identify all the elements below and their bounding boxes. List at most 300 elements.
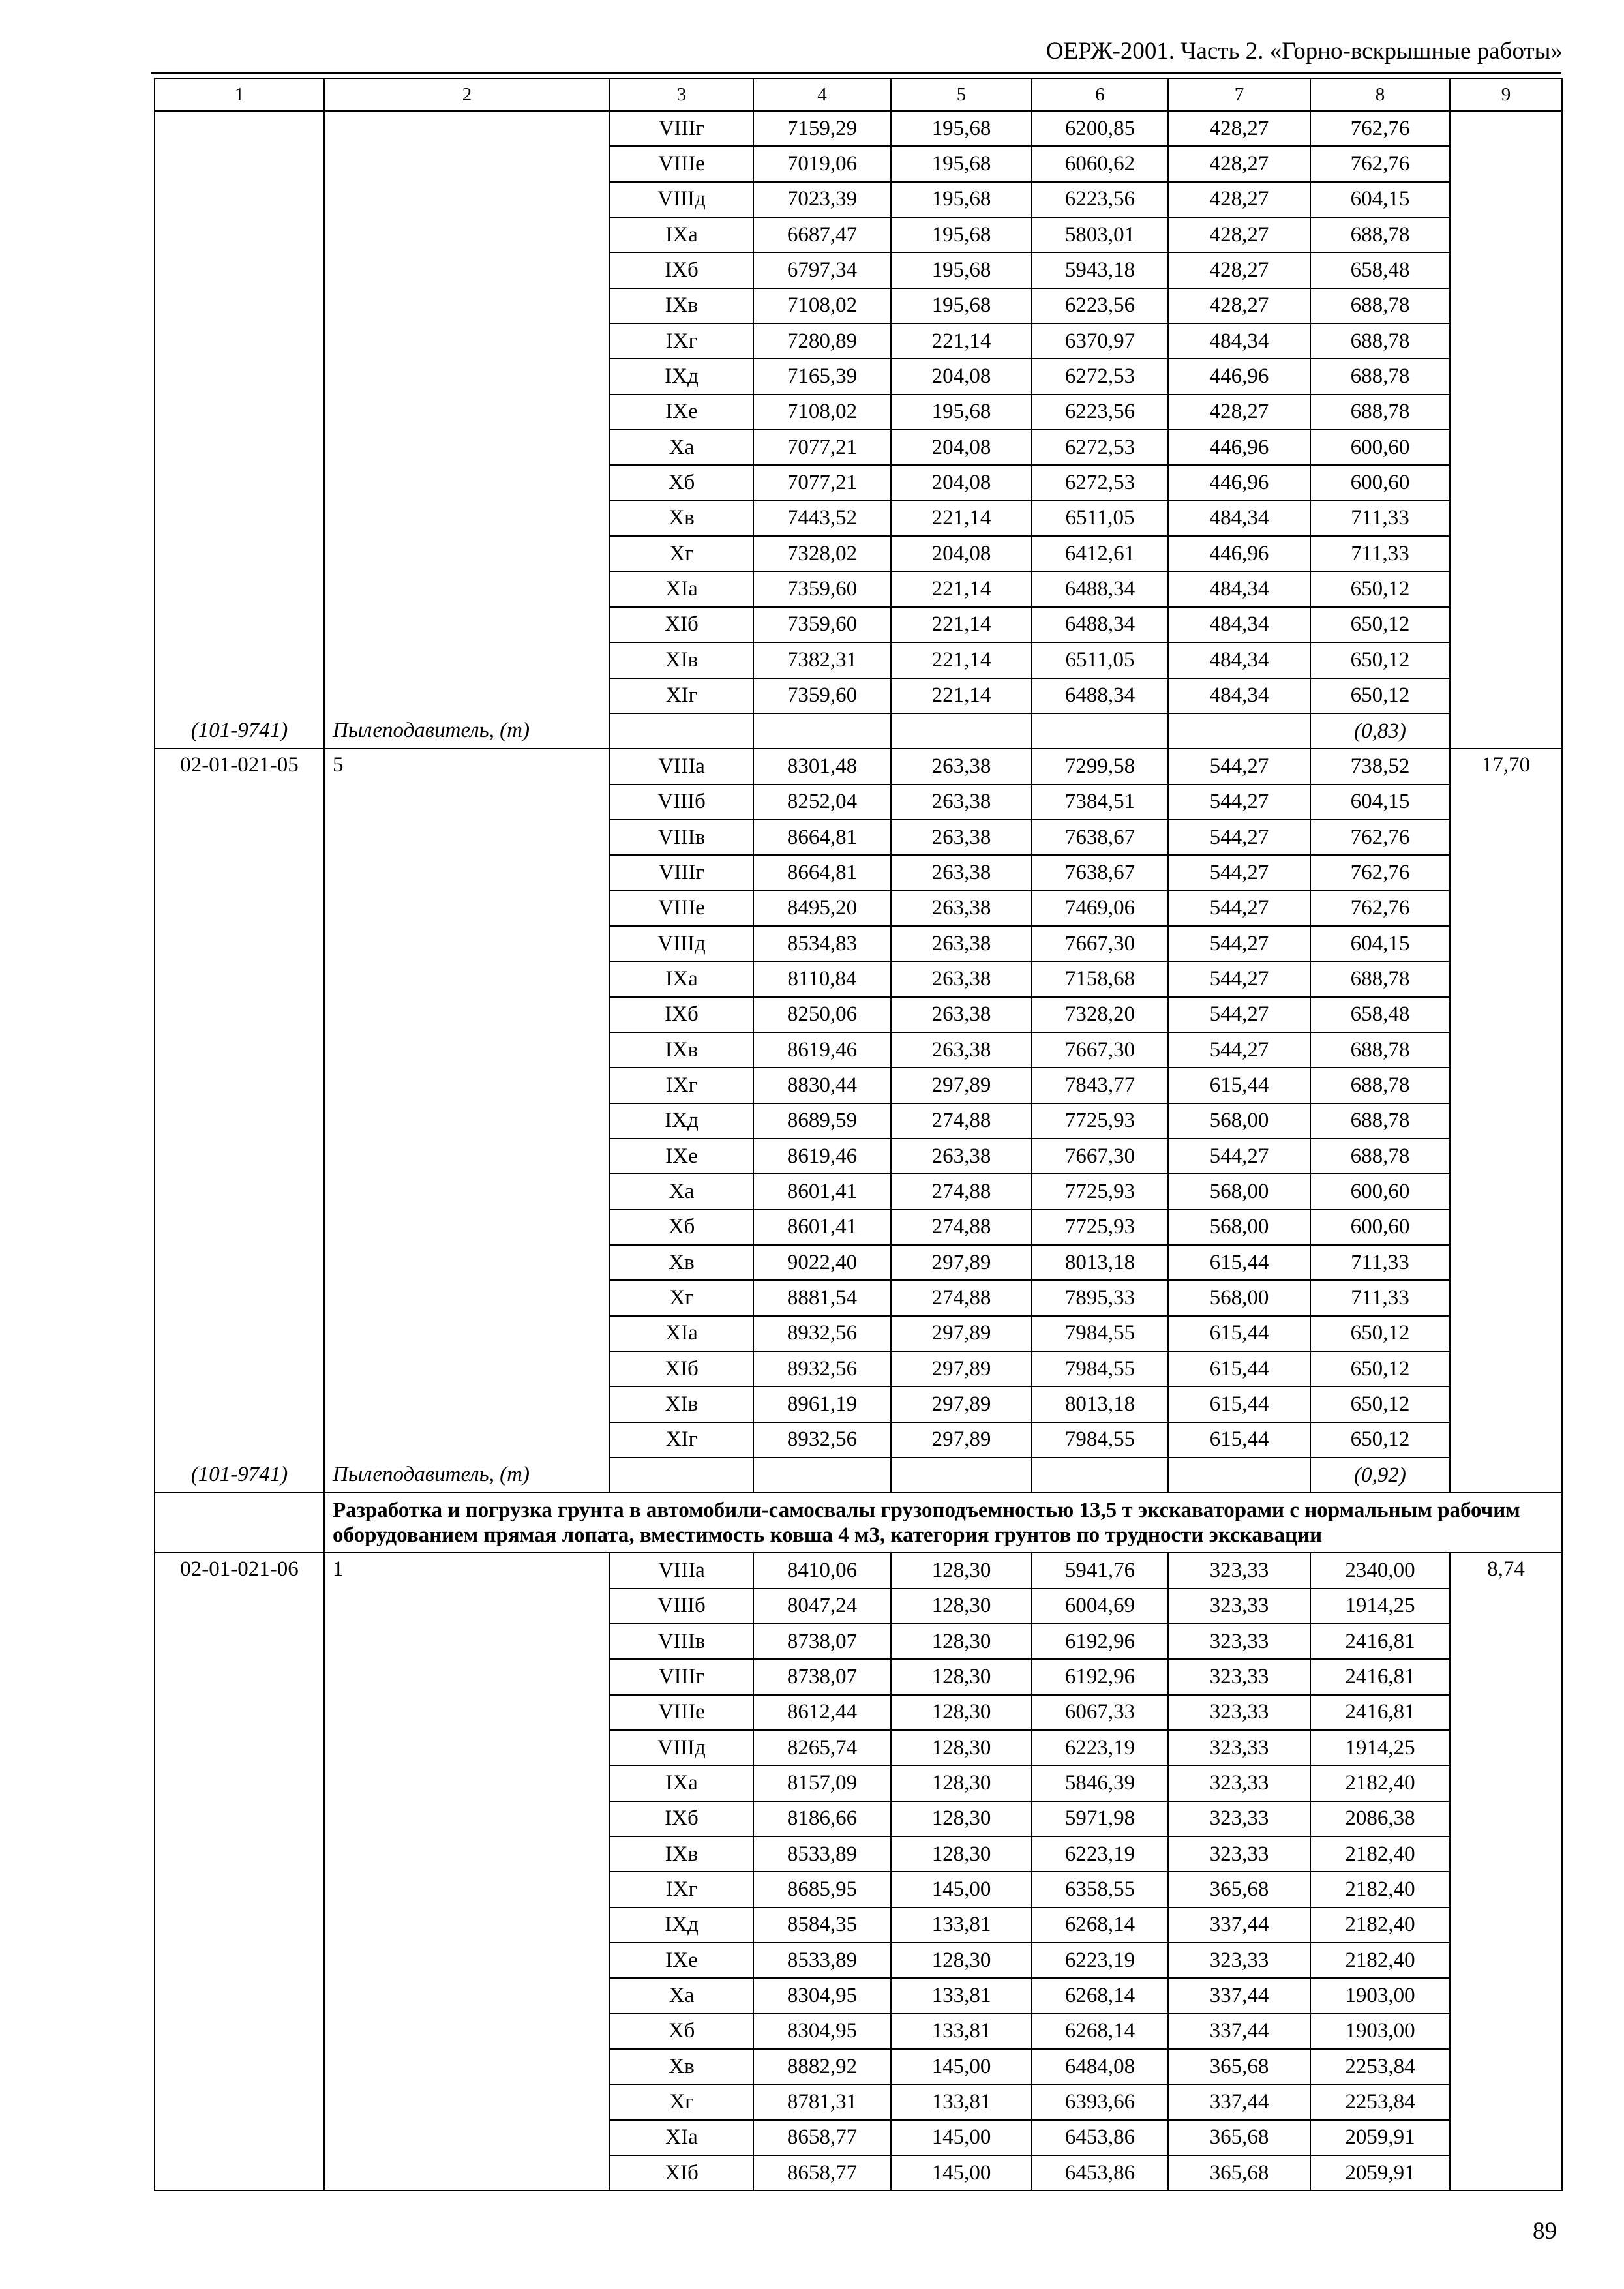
rate-value: 8110,84	[753, 961, 891, 996]
column-number-row	[155, 78, 1562, 111]
soil-category: XIг	[610, 678, 753, 713]
soil-category: VIIIб	[610, 1589, 753, 1624]
rate-value: 544,27	[1168, 785, 1310, 820]
rate-value: 7667,30	[1032, 926, 1168, 961]
soil-category: Xа	[610, 430, 753, 465]
rate-value: 6687,47	[753, 217, 891, 252]
rate-value: 204,08	[891, 465, 1032, 500]
rate-value: 6200,85	[1032, 111, 1168, 146]
rate-value: 263,38	[891, 1139, 1032, 1174]
column-number: 6	[1032, 78, 1168, 111]
soil-category: IXа	[610, 961, 753, 996]
rate-value: 7108,02	[753, 395, 891, 430]
rate-value: 323,33	[1168, 1589, 1310, 1624]
rate-value: 711,33	[1310, 501, 1450, 536]
rate-value: 6272,53	[1032, 359, 1168, 394]
soil-category: IXд	[610, 1908, 753, 1943]
column-number: 8	[1310, 78, 1450, 111]
rate-value: 650,12	[1310, 1386, 1450, 1422]
rate-value: 5943,18	[1032, 252, 1168, 288]
rate-value: 128,30	[891, 1624, 1032, 1659]
rate-value: 297,89	[891, 1386, 1032, 1422]
rate-value: 1914,25	[1310, 1730, 1450, 1765]
rate-value: 8304,95	[753, 2014, 891, 2049]
rate-value: 337,44	[1168, 1908, 1310, 1943]
rate-value: 568,00	[1168, 1210, 1310, 1245]
rate-value: 428,27	[1168, 252, 1310, 288]
empty-cell	[1032, 713, 1168, 749]
soil-category: IXд	[610, 1103, 753, 1139]
soil-category: XIв	[610, 642, 753, 678]
rate-value: 658,48	[1310, 997, 1450, 1032]
rate-value: 8265,74	[753, 1730, 891, 1765]
rate-value: 8601,41	[753, 1210, 891, 1245]
rate-value: 7359,60	[753, 607, 891, 642]
rate-value: 5803,01	[1032, 217, 1168, 252]
rate-value: 6223,56	[1032, 288, 1168, 323]
soil-category: Xб	[610, 1210, 753, 1245]
rate-value: 7280,89	[753, 323, 891, 359]
rate-value: 8664,81	[753, 855, 891, 890]
rate-value: 446,96	[1168, 536, 1310, 571]
rate-value: 8658,77	[753, 2120, 891, 2155]
rate-value: 323,33	[1168, 1553, 1310, 1588]
rate-value: 7328,20	[1032, 997, 1168, 1032]
resource-code: (101-9741)	[155, 713, 324, 749]
rate-value: 6060,62	[1032, 146, 1168, 181]
rate-value: 688,78	[1310, 288, 1450, 323]
rate-value: 568,00	[1168, 1103, 1310, 1139]
rate-value: 204,08	[891, 536, 1032, 571]
soil-category: IXг	[610, 1068, 753, 1103]
rate-value: 195,68	[891, 146, 1032, 181]
rate-value: 145,00	[891, 2155, 1032, 2191]
rate-value: 428,27	[1168, 111, 1310, 146]
rate-value: 297,89	[891, 1245, 1032, 1280]
soil-category: VIIIг	[610, 1659, 753, 1694]
rate-value: 6272,53	[1032, 430, 1168, 465]
rate-value: 6268,14	[1032, 2014, 1168, 2049]
empty-cell	[610, 1458, 753, 1493]
empty-cell	[1168, 1458, 1310, 1493]
rate-value: 297,89	[891, 1422, 1032, 1458]
rate-value: 6370,97	[1032, 323, 1168, 359]
rate-value: 365,68	[1168, 2155, 1310, 2191]
rate-value: 5846,39	[1032, 1765, 1168, 1801]
rate-value: 2182,40	[1310, 1908, 1450, 1943]
rate-value: 7469,06	[1032, 891, 1168, 926]
rate-value: 2182,40	[1310, 1765, 1450, 1801]
rate-value: 365,68	[1168, 2120, 1310, 2155]
rate-value: 128,30	[891, 1695, 1032, 1730]
rate-value: 323,33	[1168, 1659, 1310, 1694]
soil-category: IXб	[610, 997, 753, 1032]
rate-value: 544,27	[1168, 820, 1310, 855]
rate-value: 600,60	[1310, 1210, 1450, 1245]
rate-value: 323,33	[1168, 1836, 1310, 1872]
rate-value: 7382,31	[753, 642, 891, 678]
soil-category: XIг	[610, 1422, 753, 1458]
rate-value: 2182,40	[1310, 1943, 1450, 1978]
rate-code: 02-01-021-05	[155, 749, 324, 1458]
rate-value: 8664,81	[753, 820, 891, 855]
rate-value: 6223,19	[1032, 1943, 1168, 1978]
header-rule	[151, 72, 1561, 74]
soil-category: IXв	[610, 1032, 753, 1068]
rate-value: 650,12	[1310, 571, 1450, 606]
rate-value: 428,27	[1168, 395, 1310, 430]
soil-category: XIб	[610, 1351, 753, 1386]
empty-cell	[753, 1458, 891, 1493]
col9-value: 17,70	[1450, 749, 1562, 1493]
rate-value: 7159,29	[753, 111, 891, 146]
rate-value: 2182,40	[1310, 1872, 1450, 1907]
rate-value: 128,30	[891, 1765, 1032, 1801]
rate-value: 688,78	[1310, 961, 1450, 996]
rate-value: 688,78	[1310, 395, 1450, 430]
rate-value: 8781,31	[753, 2084, 891, 2119]
rate-value: 8932,56	[753, 1316, 891, 1351]
soil-category: VIIIд	[610, 1730, 753, 1765]
rate-value: 2253,84	[1310, 2049, 1450, 2084]
rate-value: 128,30	[891, 1553, 1032, 1588]
rate-value: 323,33	[1168, 1730, 1310, 1765]
rate-value: 762,76	[1310, 855, 1450, 890]
rate-value: 6223,19	[1032, 1836, 1168, 1872]
column-number: 3	[610, 78, 753, 111]
rate-value: 337,44	[1168, 1978, 1310, 2013]
rate-value: 6511,05	[1032, 501, 1168, 536]
soil-category: IXд	[610, 359, 753, 394]
rate-value: 7077,21	[753, 430, 891, 465]
rate-value: 544,27	[1168, 749, 1310, 784]
rate-value: 323,33	[1168, 1624, 1310, 1659]
rate-value: 428,27	[1168, 288, 1310, 323]
resource-code: (101-9741)	[155, 1458, 324, 1493]
rate-value: 204,08	[891, 430, 1032, 465]
soil-category: IXг	[610, 1872, 753, 1907]
rate-value: 711,33	[1310, 1245, 1450, 1280]
rate-value: 263,38	[891, 749, 1032, 784]
rate-value: 568,00	[1168, 1174, 1310, 1209]
rate-value: 604,15	[1310, 785, 1450, 820]
soil-category: VIIIа	[610, 749, 753, 784]
rate-value: 600,60	[1310, 465, 1450, 500]
rate-value: 428,27	[1168, 217, 1310, 252]
rate-value: 6004,69	[1032, 1589, 1168, 1624]
rate-value: 263,38	[891, 961, 1032, 996]
rate-value: 428,27	[1168, 182, 1310, 217]
empty-cell	[753, 713, 891, 749]
rate-value: 274,88	[891, 1174, 1032, 1209]
soil-category: XIб	[610, 2155, 753, 2191]
soil-category: VIIIа	[610, 1553, 753, 1588]
rate-value: 7384,51	[1032, 785, 1168, 820]
rate-value: 7667,30	[1032, 1139, 1168, 1174]
rate-value: 195,68	[891, 111, 1032, 146]
rate-value: 8013,18	[1032, 1245, 1168, 1280]
rate-value: 7019,06	[753, 146, 891, 181]
soil-category: VIIIг	[610, 855, 753, 890]
rate-value: 263,38	[891, 855, 1032, 890]
rate-value: 484,34	[1168, 571, 1310, 606]
rate-value: 2086,38	[1310, 1801, 1450, 1836]
rate-value: 762,76	[1310, 891, 1450, 926]
rate-value: 195,68	[891, 182, 1032, 217]
rate-value: 7638,67	[1032, 855, 1168, 890]
rate-value: 7023,39	[753, 182, 891, 217]
soil-category: XIа	[610, 571, 753, 606]
rate-value: 9022,40	[753, 1245, 891, 1280]
empty-cell	[610, 713, 753, 749]
soil-category: VIIIе	[610, 146, 753, 181]
rate-value: 8619,46	[753, 1139, 891, 1174]
rate-value: 738,52	[1310, 749, 1450, 784]
rate-value: 7984,55	[1032, 1351, 1168, 1386]
soil-category: Xв	[610, 501, 753, 536]
rate-value: 221,14	[891, 607, 1032, 642]
rate-value: 263,38	[891, 891, 1032, 926]
rate-value: 7443,52	[753, 501, 891, 536]
rate-value: 8495,20	[753, 891, 891, 926]
rate-code: 02-01-021-06	[155, 1553, 324, 2191]
rate-value: 7725,93	[1032, 1210, 1168, 1245]
rate-value: 8534,83	[753, 926, 891, 961]
rate-value: 2416,81	[1310, 1624, 1450, 1659]
rate-value: 615,44	[1168, 1316, 1310, 1351]
rate-value: 6223,56	[1032, 182, 1168, 217]
soil-category: VIIIд	[610, 182, 753, 217]
rate-value: 5971,98	[1032, 1801, 1168, 1836]
rate-value: 7895,33	[1032, 1280, 1168, 1315]
rate-value: 650,12	[1310, 642, 1450, 678]
rate-value: 484,34	[1168, 642, 1310, 678]
empty-cell	[1032, 1458, 1168, 1493]
resource-quantity: (0,83)	[1310, 713, 1450, 749]
rate-value: 133,81	[891, 2084, 1032, 2119]
rate-value: 7299,58	[1032, 749, 1168, 784]
rate-value: 688,78	[1310, 1139, 1450, 1174]
rate-value: 650,12	[1310, 607, 1450, 642]
rate-value: 6192,96	[1032, 1624, 1168, 1659]
rate-value: 263,38	[891, 926, 1032, 961]
rate-value: 145,00	[891, 1872, 1032, 1907]
rate-value: 2059,91	[1310, 2155, 1450, 2191]
col9-value: 8,74	[1450, 1553, 1562, 2191]
soil-category: Xв	[610, 1245, 753, 1280]
rate-value: 337,44	[1168, 2084, 1310, 2119]
soil-category: IXв	[610, 1836, 753, 1872]
rate-value: 8410,06	[753, 1553, 891, 1588]
rate-value: 615,44	[1168, 1068, 1310, 1103]
table-body	[155, 78, 1562, 2191]
soil-category: Xа	[610, 1174, 753, 1209]
column-number: 9	[1450, 78, 1562, 111]
rate-value: 274,88	[891, 1210, 1032, 1245]
rate-value: 8250,06	[753, 997, 891, 1032]
soil-category: VIIIв	[610, 820, 753, 855]
rate-value: 1914,25	[1310, 1589, 1450, 1624]
rate-value: 1903,00	[1310, 2014, 1450, 2049]
empty-cell	[891, 1458, 1032, 1493]
rate-value: 484,34	[1168, 323, 1310, 359]
table-row	[155, 111, 1562, 146]
rate-value: 8612,44	[753, 1695, 891, 1730]
rate-value: 7638,67	[1032, 820, 1168, 855]
rate-value: 323,33	[1168, 1943, 1310, 1978]
rate-value: 8658,77	[753, 2155, 891, 2191]
rate-value: 128,30	[891, 1730, 1032, 1765]
rate-value: 133,81	[891, 1978, 1032, 2013]
rate-value: 688,78	[1310, 359, 1450, 394]
rate-value: 8584,35	[753, 1908, 891, 1943]
rate-value: 446,96	[1168, 430, 1310, 465]
soil-category: IXв	[610, 288, 753, 323]
rate-value: 604,15	[1310, 926, 1450, 961]
rate-value: 263,38	[891, 820, 1032, 855]
col9-cell	[1450, 111, 1562, 749]
rate-value: 544,27	[1168, 961, 1310, 996]
rate-value: 2253,84	[1310, 2084, 1450, 2119]
rate-value: 688,78	[1310, 1068, 1450, 1103]
soil-category: Xв	[610, 2049, 753, 2084]
rate-value: 544,27	[1168, 997, 1310, 1032]
rate-value: 128,30	[891, 1659, 1032, 1694]
rate-value: 195,68	[891, 252, 1032, 288]
rate-value: 6358,55	[1032, 1872, 1168, 1907]
rate-value: 650,12	[1310, 678, 1450, 713]
rate-value: 650,12	[1310, 1422, 1450, 1458]
rate-value: 128,30	[891, 1589, 1032, 1624]
rate-value: 145,00	[891, 2049, 1032, 2084]
rate-value: 8601,41	[753, 1174, 891, 1209]
rate-value: 544,27	[1168, 1139, 1310, 1174]
rates-table	[154, 78, 1563, 2191]
rate-value: 323,33	[1168, 1765, 1310, 1801]
rate-value: 484,34	[1168, 501, 1310, 536]
rate-value: 221,14	[891, 571, 1032, 606]
note-row	[155, 1458, 1562, 1493]
rate-value: 195,68	[891, 217, 1032, 252]
rate-value: 133,81	[891, 2014, 1032, 2049]
rate-value: 7725,93	[1032, 1103, 1168, 1139]
rate-value: 2416,81	[1310, 1659, 1450, 1694]
rate-value: 6453,86	[1032, 2120, 1168, 2155]
rate-value: 6268,14	[1032, 1908, 1168, 1943]
rate-value: 568,00	[1168, 1280, 1310, 1315]
rate-value: 7843,77	[1032, 1068, 1168, 1103]
column-number: 2	[324, 78, 610, 111]
soil-category: IXе	[610, 1139, 753, 1174]
soil-category: VIIIг	[610, 111, 753, 146]
rate-value: 544,27	[1168, 855, 1310, 890]
rate-value: 650,12	[1310, 1351, 1450, 1386]
rate-value: 8301,48	[753, 749, 891, 784]
rate-value: 688,78	[1310, 1032, 1450, 1068]
rate-value: 6488,34	[1032, 678, 1168, 713]
rate-value: 711,33	[1310, 1280, 1450, 1315]
rate-value: 6412,61	[1032, 536, 1168, 571]
rate-value: 8619,46	[753, 1032, 891, 1068]
soil-category: IXа	[610, 217, 753, 252]
soil-category: IXг	[610, 323, 753, 359]
section-heading-row	[155, 1493, 1562, 1553]
rate-value: 658,48	[1310, 252, 1450, 288]
rate-value: 6488,34	[1032, 571, 1168, 606]
rate-value: 128,30	[891, 1836, 1032, 1872]
note-row	[155, 713, 1562, 749]
rate-value: 6192,96	[1032, 1659, 1168, 1694]
soil-category: VIIIе	[610, 1695, 753, 1730]
rate-value: 195,68	[891, 395, 1032, 430]
rate-value: 6488,34	[1032, 607, 1168, 642]
rate-value: 7984,55	[1032, 1422, 1168, 1458]
section-title: Разработка и погрузка грунта в автомобили-самосвалы грузоподъемностью 13,5 т экскаваторами с нормальным рабочим оборудованием прямая лопата, вместимость ковша 4 м3, категория грунтов по трудности экскавации	[324, 1493, 1562, 1553]
rate-value: 8738,07	[753, 1659, 891, 1694]
rate-value: 615,44	[1168, 1386, 1310, 1422]
rate-value: 8013,18	[1032, 1386, 1168, 1422]
rate-value: 8304,95	[753, 1978, 891, 2013]
resource-name: Пылеподавитель, (т)	[324, 1458, 610, 1493]
rate-value: 7165,39	[753, 359, 891, 394]
rate-value: 544,27	[1168, 926, 1310, 961]
rate-value: 2340,00	[1310, 1553, 1450, 1588]
rate-value: 6484,08	[1032, 2049, 1168, 2084]
rate-value: 688,78	[1310, 217, 1450, 252]
rate-subnumber: 1	[324, 1553, 610, 2191]
rate-value: 221,14	[891, 642, 1032, 678]
empty-cell	[891, 713, 1032, 749]
rate-value: 7108,02	[753, 288, 891, 323]
soil-category: IXе	[610, 1943, 753, 1978]
rate-value: 7359,60	[753, 678, 891, 713]
rate-value: 274,88	[891, 1103, 1032, 1139]
soil-category: XIв	[610, 1386, 753, 1422]
rate-value: 8881,54	[753, 1280, 891, 1315]
soil-category: VIIIе	[610, 891, 753, 926]
rate-value: 1903,00	[1310, 1978, 1450, 2013]
column-number: 1	[155, 78, 324, 111]
soil-category: VIIIд	[610, 926, 753, 961]
rate-value: 762,76	[1310, 111, 1450, 146]
rate-value: 8738,07	[753, 1624, 891, 1659]
rate-value: 128,30	[891, 1943, 1032, 1978]
rate-value: 263,38	[891, 785, 1032, 820]
rate-value: 7328,02	[753, 536, 891, 571]
rate-value: 615,44	[1168, 1245, 1310, 1280]
rate-value: 604,15	[1310, 182, 1450, 217]
rate-value: 428,27	[1168, 146, 1310, 181]
rate-value: 6272,53	[1032, 465, 1168, 500]
rate-value: 711,33	[1310, 536, 1450, 571]
rate-value: 7667,30	[1032, 1032, 1168, 1068]
rate-value: 128,30	[891, 1801, 1032, 1836]
rate-value: 195,68	[891, 288, 1032, 323]
rate-value: 615,44	[1168, 1351, 1310, 1386]
soil-category: VIIIб	[610, 785, 753, 820]
soil-category: IXб	[610, 1801, 753, 1836]
rate-value: 297,89	[891, 1068, 1032, 1103]
rate-value: 8932,56	[753, 1351, 891, 1386]
rate-value: 544,27	[1168, 1032, 1310, 1068]
rate-value: 8689,59	[753, 1103, 891, 1139]
rate-value: 221,14	[891, 323, 1032, 359]
soil-category: VIIIв	[610, 1624, 753, 1659]
rate-value: 484,34	[1168, 607, 1310, 642]
rate-value: 2182,40	[1310, 1836, 1450, 1872]
rate-value: 204,08	[891, 359, 1032, 394]
rate-value: 2059,91	[1310, 2120, 1450, 2155]
